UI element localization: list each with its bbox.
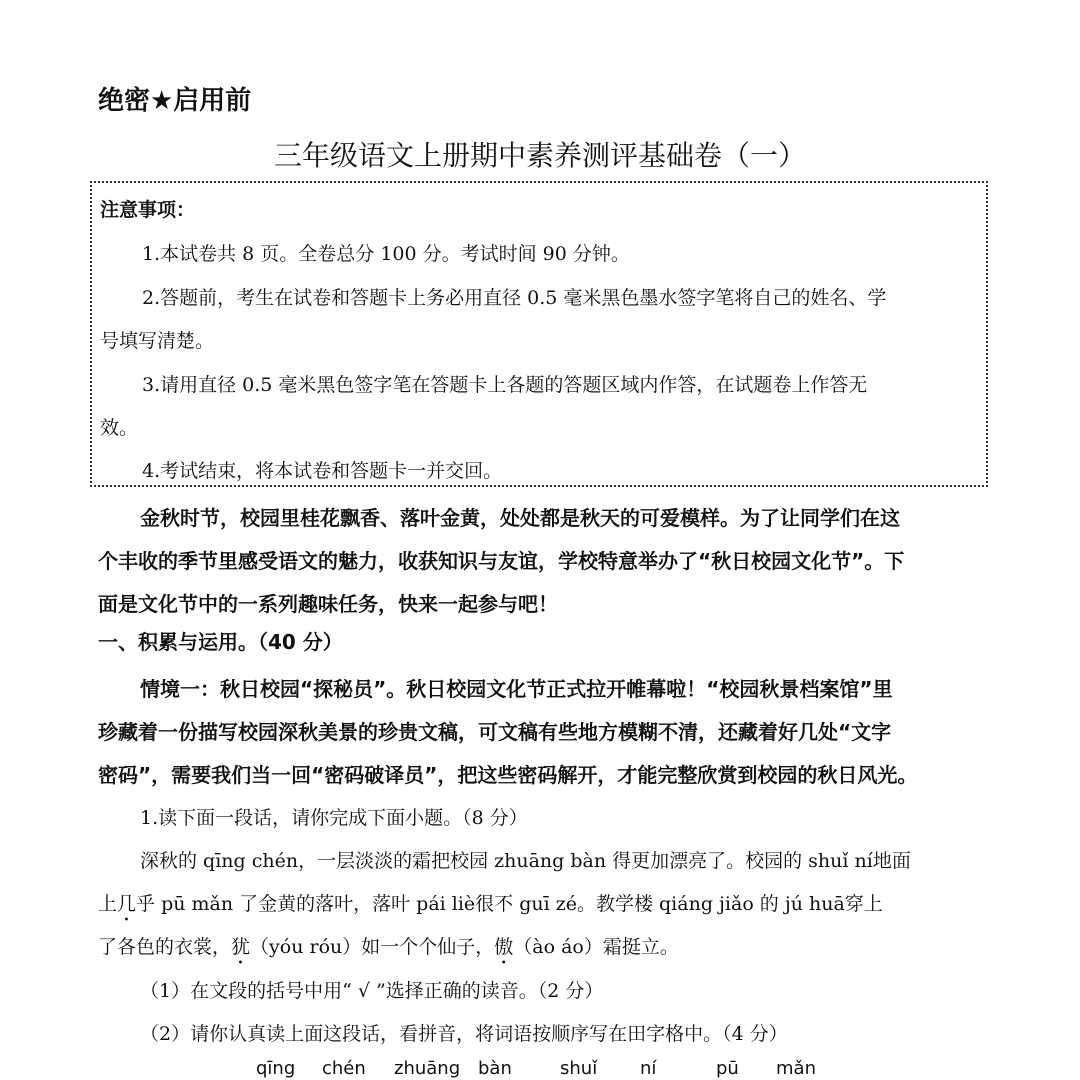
question-1-title: 1.读下面一段话，请你完成下面小题。（8 分） xyxy=(140,807,528,829)
pinyin-word: shuǐ xyxy=(560,1058,598,1079)
notice-line-2-cont: 号填写清楚。 xyxy=(100,330,215,352)
passage-line-1: 深秋的 qīng chén，一层淡淡的霜把校园 zhuāng bàn 得更加漂亮了。校园的 shuǐ ní地面 xyxy=(140,850,911,872)
passage-text: 上 xyxy=(98,893,118,915)
pinyin-word: pū xyxy=(716,1058,739,1079)
sub-question-2: （2）请你认真读上面这段话，看拼音，将词语按顺序写在田字格中。（4 分） xyxy=(140,1023,788,1045)
passage-text: 乎 pū mǎn 了金黄的落叶，落叶 pái liè很不 guī zé。教学楼 qiáng jiǎo 的 jú huā穿上 xyxy=(136,893,883,915)
passage-text: （ào áo）霜挺立。 xyxy=(513,936,679,958)
exam-title: 三年级语文上册期中素养测评基础卷（一） xyxy=(273,139,806,172)
pinyin-word: zhuāng xyxy=(394,1058,461,1079)
pinyin-word: qīng xyxy=(256,1058,296,1079)
sub-question-1: （1）在文段的括号中用“ √ ”选择正确的读音。（2 分） xyxy=(140,980,604,1002)
intro-line-1: 金秋时节，校园里桂花飘香、落叶金黄，处处都是秋天的可爱模样。为了让同学们在这 xyxy=(140,506,900,530)
scene-line-1: 情境一：秋日校园“探秘员”。秋日校园文化节正式拉开帷幕啦！“校园秋景档案馆”里 xyxy=(140,677,893,701)
notice-box xyxy=(90,181,988,487)
pinyin-word: chén xyxy=(322,1058,366,1079)
passage-line-2 xyxy=(98,889,883,926)
notice-line-1: 1.本试卷共 8 页。全卷总分 100 分。考试时间 90 分钟。 xyxy=(142,243,630,265)
dotted-char: 犹 xyxy=(231,936,251,958)
intro-line-2: 个丰收的季节里感受语文的魅力，收获知识与友谊，学校特意举办了“秋日校园文化节”。下 xyxy=(98,549,905,573)
pinyin-word: bàn xyxy=(478,1058,512,1079)
notice-line-3-cont: 效。 xyxy=(100,417,139,439)
dotted-char: 几 xyxy=(117,893,137,915)
scene-line-2: 珍藏着一份描写校园深秋美景的珍贵文稿，可文稿有些地方模糊不清，还藏着好几处“文字 xyxy=(98,720,892,744)
pinyin-word: ní xyxy=(640,1058,657,1079)
notice-title: 注意事项： xyxy=(100,199,196,221)
dotted-char: 傲 xyxy=(494,936,514,958)
passage-line-3 xyxy=(98,932,679,969)
notice-line-4: 4.考试结束，将本试卷和答题卡一并交回。 xyxy=(142,460,503,482)
notice-line-3: 3.请用直径 0.5 毫米黑色签字笔在答题卡上各题的答题区域内作答，在试题卷上作答无 xyxy=(142,374,868,396)
intro-line-3: 面是文化节中的一系列趣味任务，快来一起参与吧！ xyxy=(98,592,558,616)
section-title: 一、积累与运用。（40 分） xyxy=(98,630,343,654)
pinyin-word: mǎn xyxy=(776,1058,816,1079)
passage-text: （yóu róu）如一个个仙子， xyxy=(250,936,495,958)
scene-line-3: 密码”，需要我们当一回“密码破译员”，把这些密码解开，才能完整欣赏到校园的秋日风光。 xyxy=(98,763,918,787)
notice-line-2: 2.答题前，考生在试卷和答题卡上务必用直径 0.5 毫米黑色墨水签字笔将自己的姓名、学 xyxy=(142,287,887,309)
passage-text: 了各色的衣裳， xyxy=(98,936,232,958)
secret-label: 绝密★启用前 xyxy=(98,86,252,116)
